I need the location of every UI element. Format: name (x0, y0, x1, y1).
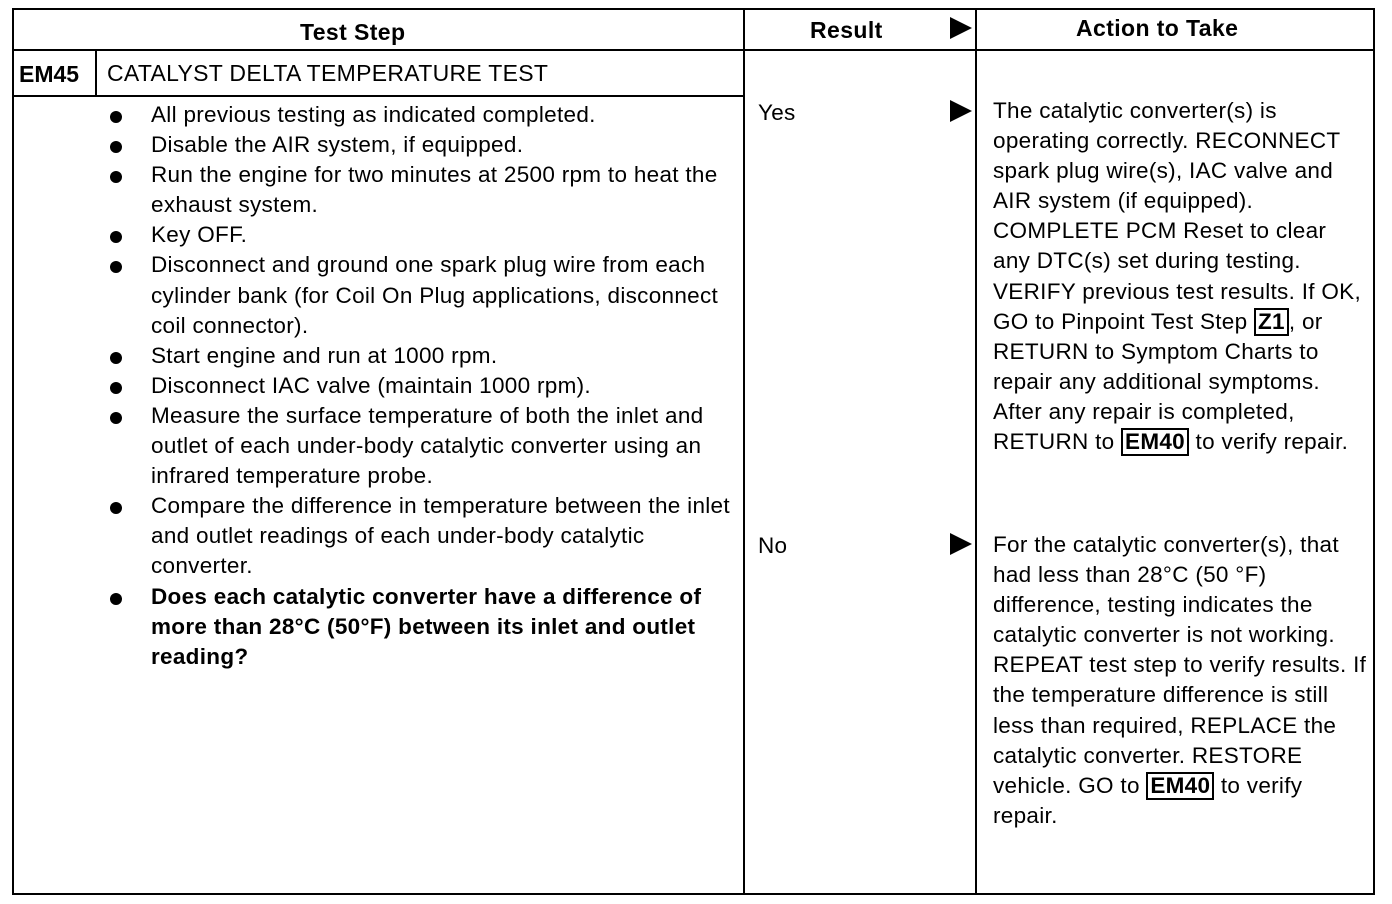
step-item-text: Disconnect and ground one spark plug wire from each cylinder bank (for Coil On Plug applications, disconnect coil connector). (151, 252, 719, 338)
step-item-text: Compare the difference in temperature between the inlet and outlet readings of each under-body catalytic converter. (151, 493, 730, 579)
step-reference-em40: EM40 (1121, 428, 1189, 456)
step-item (110, 341, 730, 371)
bullet-icon (110, 593, 122, 605)
step-item-text: Key OFF. (151, 222, 248, 248)
action-no (993, 530, 1368, 831)
result-no: No (758, 533, 788, 558)
bullet-icon (110, 261, 122, 273)
action-yes (993, 96, 1368, 457)
bullet-icon (110, 502, 122, 514)
step-reference-em40: EM40 (1146, 772, 1214, 800)
column-divider-result (743, 8, 745, 895)
step-item (110, 100, 730, 130)
code-divider (95, 51, 97, 95)
action-yes-text-2: , or RETURN to Symptom Charts to repair any additional symptoms. After any repair is completed, RETURN to (993, 308, 1323, 455)
step-item-text: Disable the AIR system, if equipped. (151, 132, 524, 158)
step-item (110, 401, 730, 491)
step-item-text: All previous testing as indicated completed. (151, 102, 596, 127)
step-item-text: Does each catalytic converter have a difference of more than 28°C (50°F) between its inlet and outlet reading? (151, 583, 702, 669)
step-item-text: Start engine and run at 1000 rpm. (151, 342, 498, 368)
step-title: CATALYST DELTA TEMPERATURE TEST (107, 60, 549, 86)
bullet-icon (110, 171, 122, 183)
step-item (110, 160, 730, 220)
header-divider (12, 49, 1375, 51)
bullet-icon (110, 141, 122, 153)
step-item (110, 491, 730, 581)
bullet-icon (110, 111, 122, 123)
column-divider-action (975, 8, 977, 895)
bullet-icon (110, 231, 122, 243)
result-yes: Yes (758, 100, 796, 125)
header-test-step: Test Step (300, 19, 406, 45)
action-no-text-2: to verify repair. (993, 772, 1303, 828)
step-item (110, 582, 730, 672)
bullet-icon (110, 412, 122, 424)
step-code: EM45 (19, 61, 80, 87)
header-result: Result (810, 17, 883, 43)
bullet-icon (110, 352, 122, 364)
arrow-right-icon (950, 17, 972, 39)
action-yes-text: The catalytic converter(s) is operating correctly. RECONNECT spark plug wire(s), IAC valve and AIR system (if equipped). COMPLETE PCM Reset to clear any DTC(s) set during testing. VERIFY previous test results. If OK, GO to Pinpoint Test Step (993, 98, 1362, 334)
step-item-text: Disconnect IAC valve (maintain 1000 rpm). (151, 372, 591, 398)
step-item (110, 130, 730, 160)
action-yes-text-3: to verify repair. (1189, 429, 1349, 455)
step-item-text: Run the engine for two minutes at 2500 rpm to heat the exhaust system. (151, 162, 718, 218)
arrow-right-icon (950, 533, 972, 555)
arrow-right-icon (950, 100, 972, 122)
step-item (110, 250, 730, 340)
bullet-icon (110, 382, 122, 394)
header-action: Action to Take (1076, 15, 1239, 41)
step-instructions (110, 100, 730, 672)
action-no-text: For the catalytic converter(s), that had less than 28°C (50 °F) difference, testing indicates the catalytic converter is not working. REPEAT test step to verify results. If the temperature difference is still less than required, REPLACE the catalytic converter. RESTORE vehicle. GO to (993, 532, 1367, 798)
step-item-text: Measure the surface temperature of both the inlet and outlet of each under-body catalytic converter using an infrared temperature probe. (151, 402, 704, 489)
step-item (110, 220, 730, 250)
title-divider (12, 95, 743, 97)
step-item (110, 371, 730, 401)
step-reference-z1: Z1 (1254, 308, 1289, 336)
